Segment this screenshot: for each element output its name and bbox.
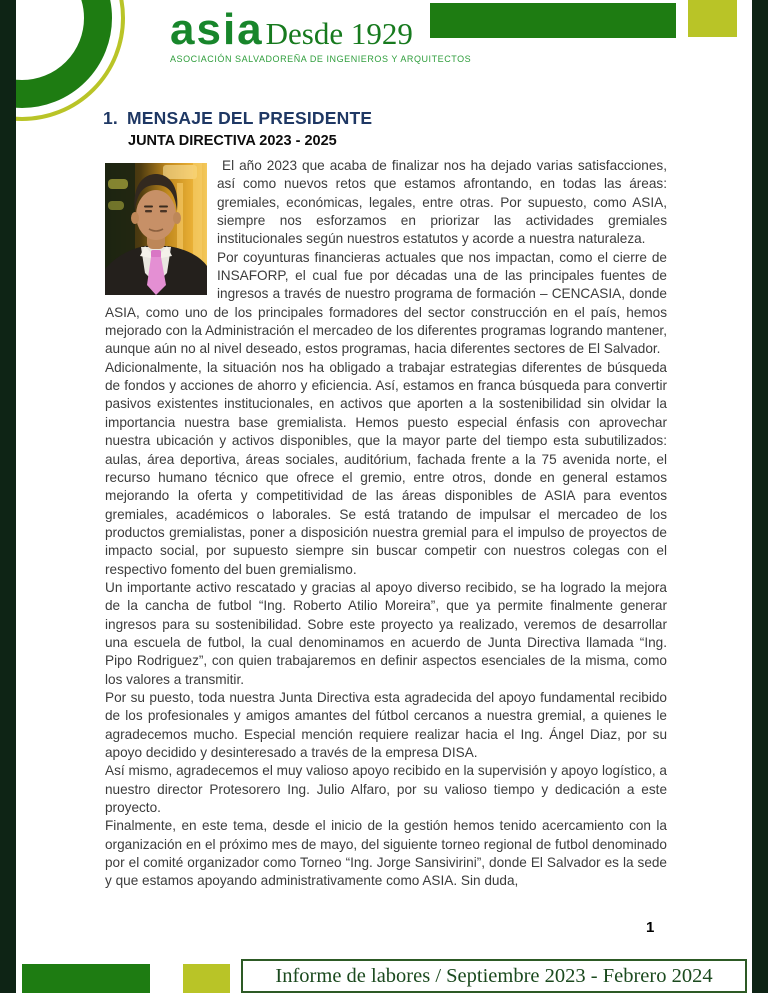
paragraph-2: Por coyunturas financieras actuales que nos impactan, como el cierre de INSAFORP, el cual fue por décadas una de las principales fuentes de ingresos a través de nuestro programa de formación – CENCASIA, donde ASIA, como uno de los principales formadores del sector construcción en el país, hemos mejorado con la Administración el mercadeo de los diferentes programas logrando mantener, aunque aún no al nivel deseado, estos programas, hacia diferentes sectores de El Salvador.: [105, 249, 667, 357]
footer-green-rect: [22, 964, 150, 993]
logo-since-text: Desde 1929: [265, 16, 413, 51]
paragraph-6: Así mismo, agradecemos el muy valioso apoyo recibido en la supervisión y apoyo logístico, a nuestro director Protesorero Ing. Julio Alfaro, por su valioso tiempo y dedicación a este proyecto.: [105, 763, 667, 816]
section-subtitle: JUNTA DIRECTIVA 2023 - 2025: [128, 133, 337, 149]
section-number: 1.: [103, 108, 118, 128]
paragraph-7: Finalmente, en este tema, desde el inicio de la gestión hemos tenido acercamiento con la organización en el próximo mes de mayo, del siguiente torneo regional de futbol denominado por el comité organizador como Torneo “Ing. Jorge Sansivirini”, donde El Salvador es la sede y que estamos apoyando administrativamente como ASIA. Sin duda,: [105, 818, 667, 889]
paragraph-1: El año 2023 que acaba de finalizar nos ha dejado varias satisfacciones, así como nuevos retos que estamos afrontando, en todas las áreas: gremiales, económicas, legales, entre otras. Por supuesto, como ASIA, siempre nos esforzamos en priorizar las actividades gremiales institucionales según nuestros estatutos y acorde a nuestra naturaleza.: [217, 158, 667, 247]
header-green-bar: [430, 3, 676, 38]
president-portrait-photo: [105, 163, 207, 295]
footer-report-box: [241, 959, 747, 993]
footer-yellow-rect: [183, 964, 230, 993]
left-edge-bar: [0, 0, 16, 993]
right-edge-bar: [752, 0, 768, 993]
section-title-text: MENSAJE DEL PRESIDENTE: [127, 108, 373, 128]
paragraph-5: Por su puesto, toda nuestra Junta Directiva esta agradecida del apoyo fundamental recibido de los profesionales y amigos amantes del fútbol cercanos a nuestra gremial, a quienes le agradecemos mucho. Especial mención requiere realizar hacia el Ing. Ángel Diaz, por su apoyo decidido y desinteresado a través de la empresa DISA.: [105, 689, 667, 760]
page-number: 1: [646, 919, 655, 936]
section-title: [103, 108, 372, 129]
header-yellow-square: [688, 0, 737, 37]
paragraph-4: Un importante activo rescatado y gracias al apoyo diverso recibido, se ha logrado la mejora de la cancha de futbol “Ing. Roberto Atilio Moreira”, que ya permite finalmente generar ingresos para su sostenibilidad. Sobre este proyecto ya realizado, veremos de desarrollar una escuela de futbol, la cual denominamos en acuerdo de Junta Directiva llamada “Ing. Pipo Rodriguez”, con quien trabajaremos en definir aspectos esenciales de la misma, como los valores a transmitir.: [105, 579, 667, 687]
footer-report-title: Informe de labores / Septiembre 2023 - Febrero 2024: [275, 964, 713, 987]
paragraph-3: Adicionalmente, la situación nos ha obligado a trabajar estrategias diferentes de búsqueda de fondos y acciones de ahorro y eficiencia. Así, estamos en franca búsqueda para convertir pasivos existentes institucionales, en activos que aporten a la sostenibilidad sin olvidar la importancia nuestra base gremialista. Hemos puesto especial énfasis con aprovechar nuestra ubicación y activos disponibles, que la mayor parte del tiempo esta subutilizados: aulas, área deportiva, áreas sociales, auditórium, fachada frente a la 75 avenida norte, el recurso humano técnico que ofrece el gremio, entre otros, donde en general estamos mejorando la oferta y competitividad de las áreas disponibles de ASIA para eventos gremiales, académicos o laborales. Se está tratando de impulsar el mercadeo de los productos gremialistas, poner a disposición nuestra gremial para el impulso de proyectos de impacto social, por supuesto siempre sin buscar competir con nuestros colegas con el respectivo fomento del buen gremialismo.: [105, 359, 667, 577]
asia-logo: [170, 5, 472, 64]
logo-wordmark: asia: [170, 5, 264, 54]
message-body: [105, 157, 667, 891]
logo-tagline: ASOCIACIÓN SALVADOREÑA DE INGENIEROS Y ARQUITECTOS: [170, 54, 472, 64]
